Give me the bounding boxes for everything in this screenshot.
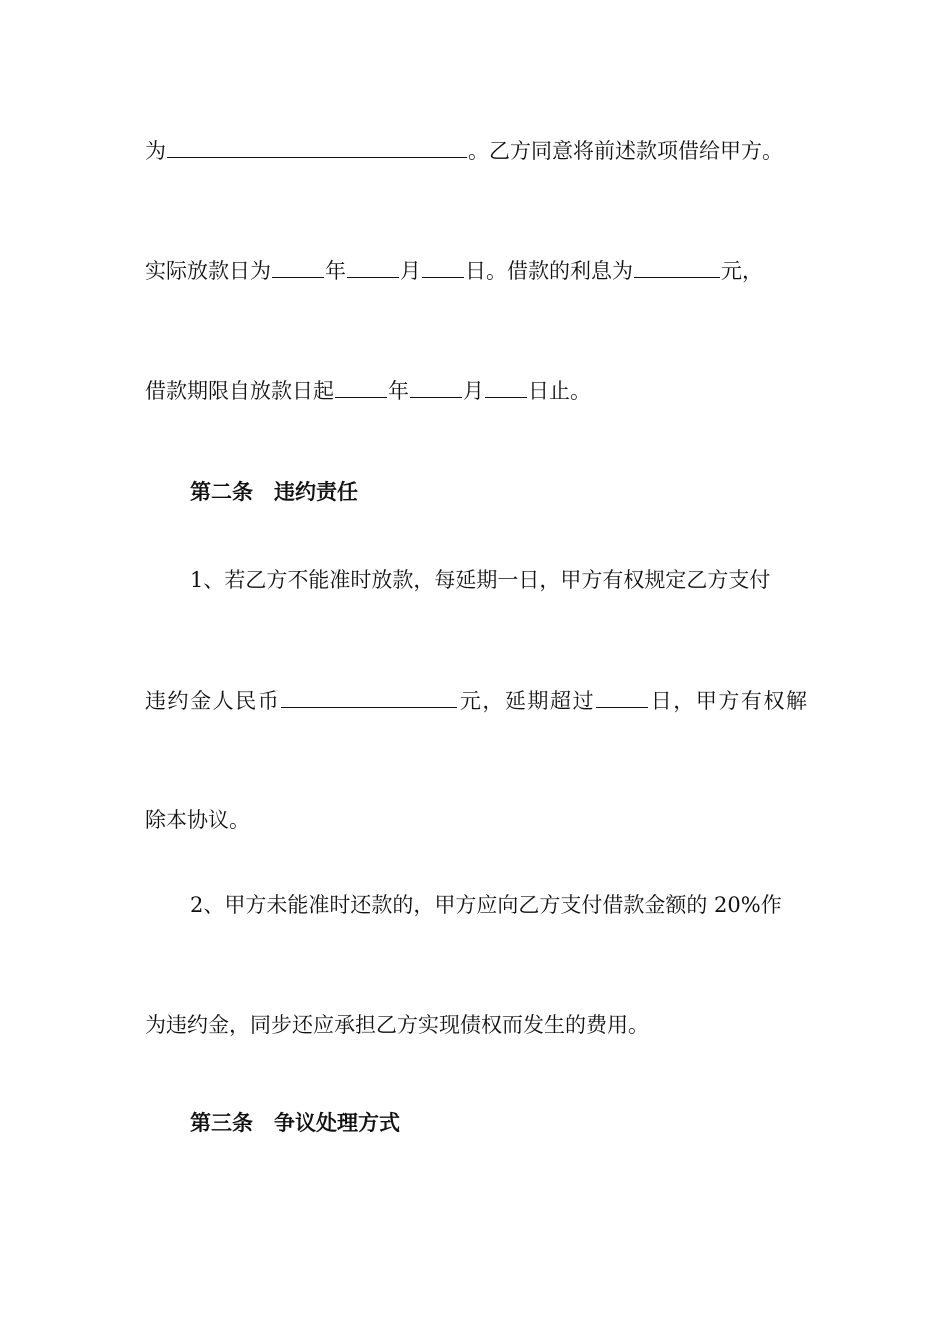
text-segment: 月 xyxy=(463,379,484,403)
text-segment: 违约金人民币 xyxy=(145,689,281,713)
text-segment: 2、甲方未能准时还款的，甲方应向乙方支付借款金额的 20%作 xyxy=(190,893,782,917)
fill-blank-amount xyxy=(167,135,467,158)
paragraph-line-2 xyxy=(145,255,807,286)
text-segment: 为 xyxy=(145,139,166,163)
text-segment: 年 xyxy=(325,259,346,283)
text-segment: 为违约金，同步还应承担乙方实现债权而发生的费用。 xyxy=(145,1013,649,1037)
fill-blank-day xyxy=(422,255,464,278)
text-segment: 年 xyxy=(388,379,409,403)
paragraph-line-6 xyxy=(145,805,807,835)
text-segment: 。乙方同意将前述款项借给甲方。 xyxy=(468,139,783,163)
text-segment: 日止。 xyxy=(528,379,591,403)
fill-blank-interest xyxy=(634,255,720,278)
text-segment: 1、若乙方不能准时放款，每延期一日，甲方有权规定乙方支付 xyxy=(190,568,771,592)
article-title: 违约责任 xyxy=(274,479,358,504)
paragraph-line-1 xyxy=(145,135,807,166)
paragraph-line-7 xyxy=(190,890,807,920)
fill-blank-year xyxy=(272,255,324,278)
text-segment: 元， xyxy=(721,259,763,283)
text-segment: 月 xyxy=(400,259,421,283)
article-number: 第二条 xyxy=(190,479,253,504)
text-segment: 元，延期超过 xyxy=(458,689,596,713)
fill-blank-penalty xyxy=(281,685,457,708)
article-2-heading xyxy=(190,477,358,507)
text-segment: 借款期限自放款日起 xyxy=(145,379,334,403)
text-segment: 实际放款日为 xyxy=(145,259,271,283)
article-number: 第三条 xyxy=(190,1110,253,1135)
paragraph-line-8 xyxy=(145,1010,807,1040)
text-segment: 日。借款的利息为 xyxy=(465,259,633,283)
fill-blank-month xyxy=(347,255,399,278)
text-segment: 日，甲方有权解 xyxy=(649,689,808,713)
fill-blank-year xyxy=(335,375,387,398)
paragraph-line-5 xyxy=(145,685,807,716)
text-segment: 除本协议。 xyxy=(145,808,250,832)
article-3-heading xyxy=(190,1108,400,1138)
paragraph-line-4 xyxy=(190,565,807,595)
fill-blank-days xyxy=(596,685,648,708)
fill-blank-day xyxy=(485,375,527,398)
paragraph-line-3 xyxy=(145,375,807,406)
fill-blank-month xyxy=(410,375,462,398)
article-title: 争议处理方式 xyxy=(274,1110,400,1135)
